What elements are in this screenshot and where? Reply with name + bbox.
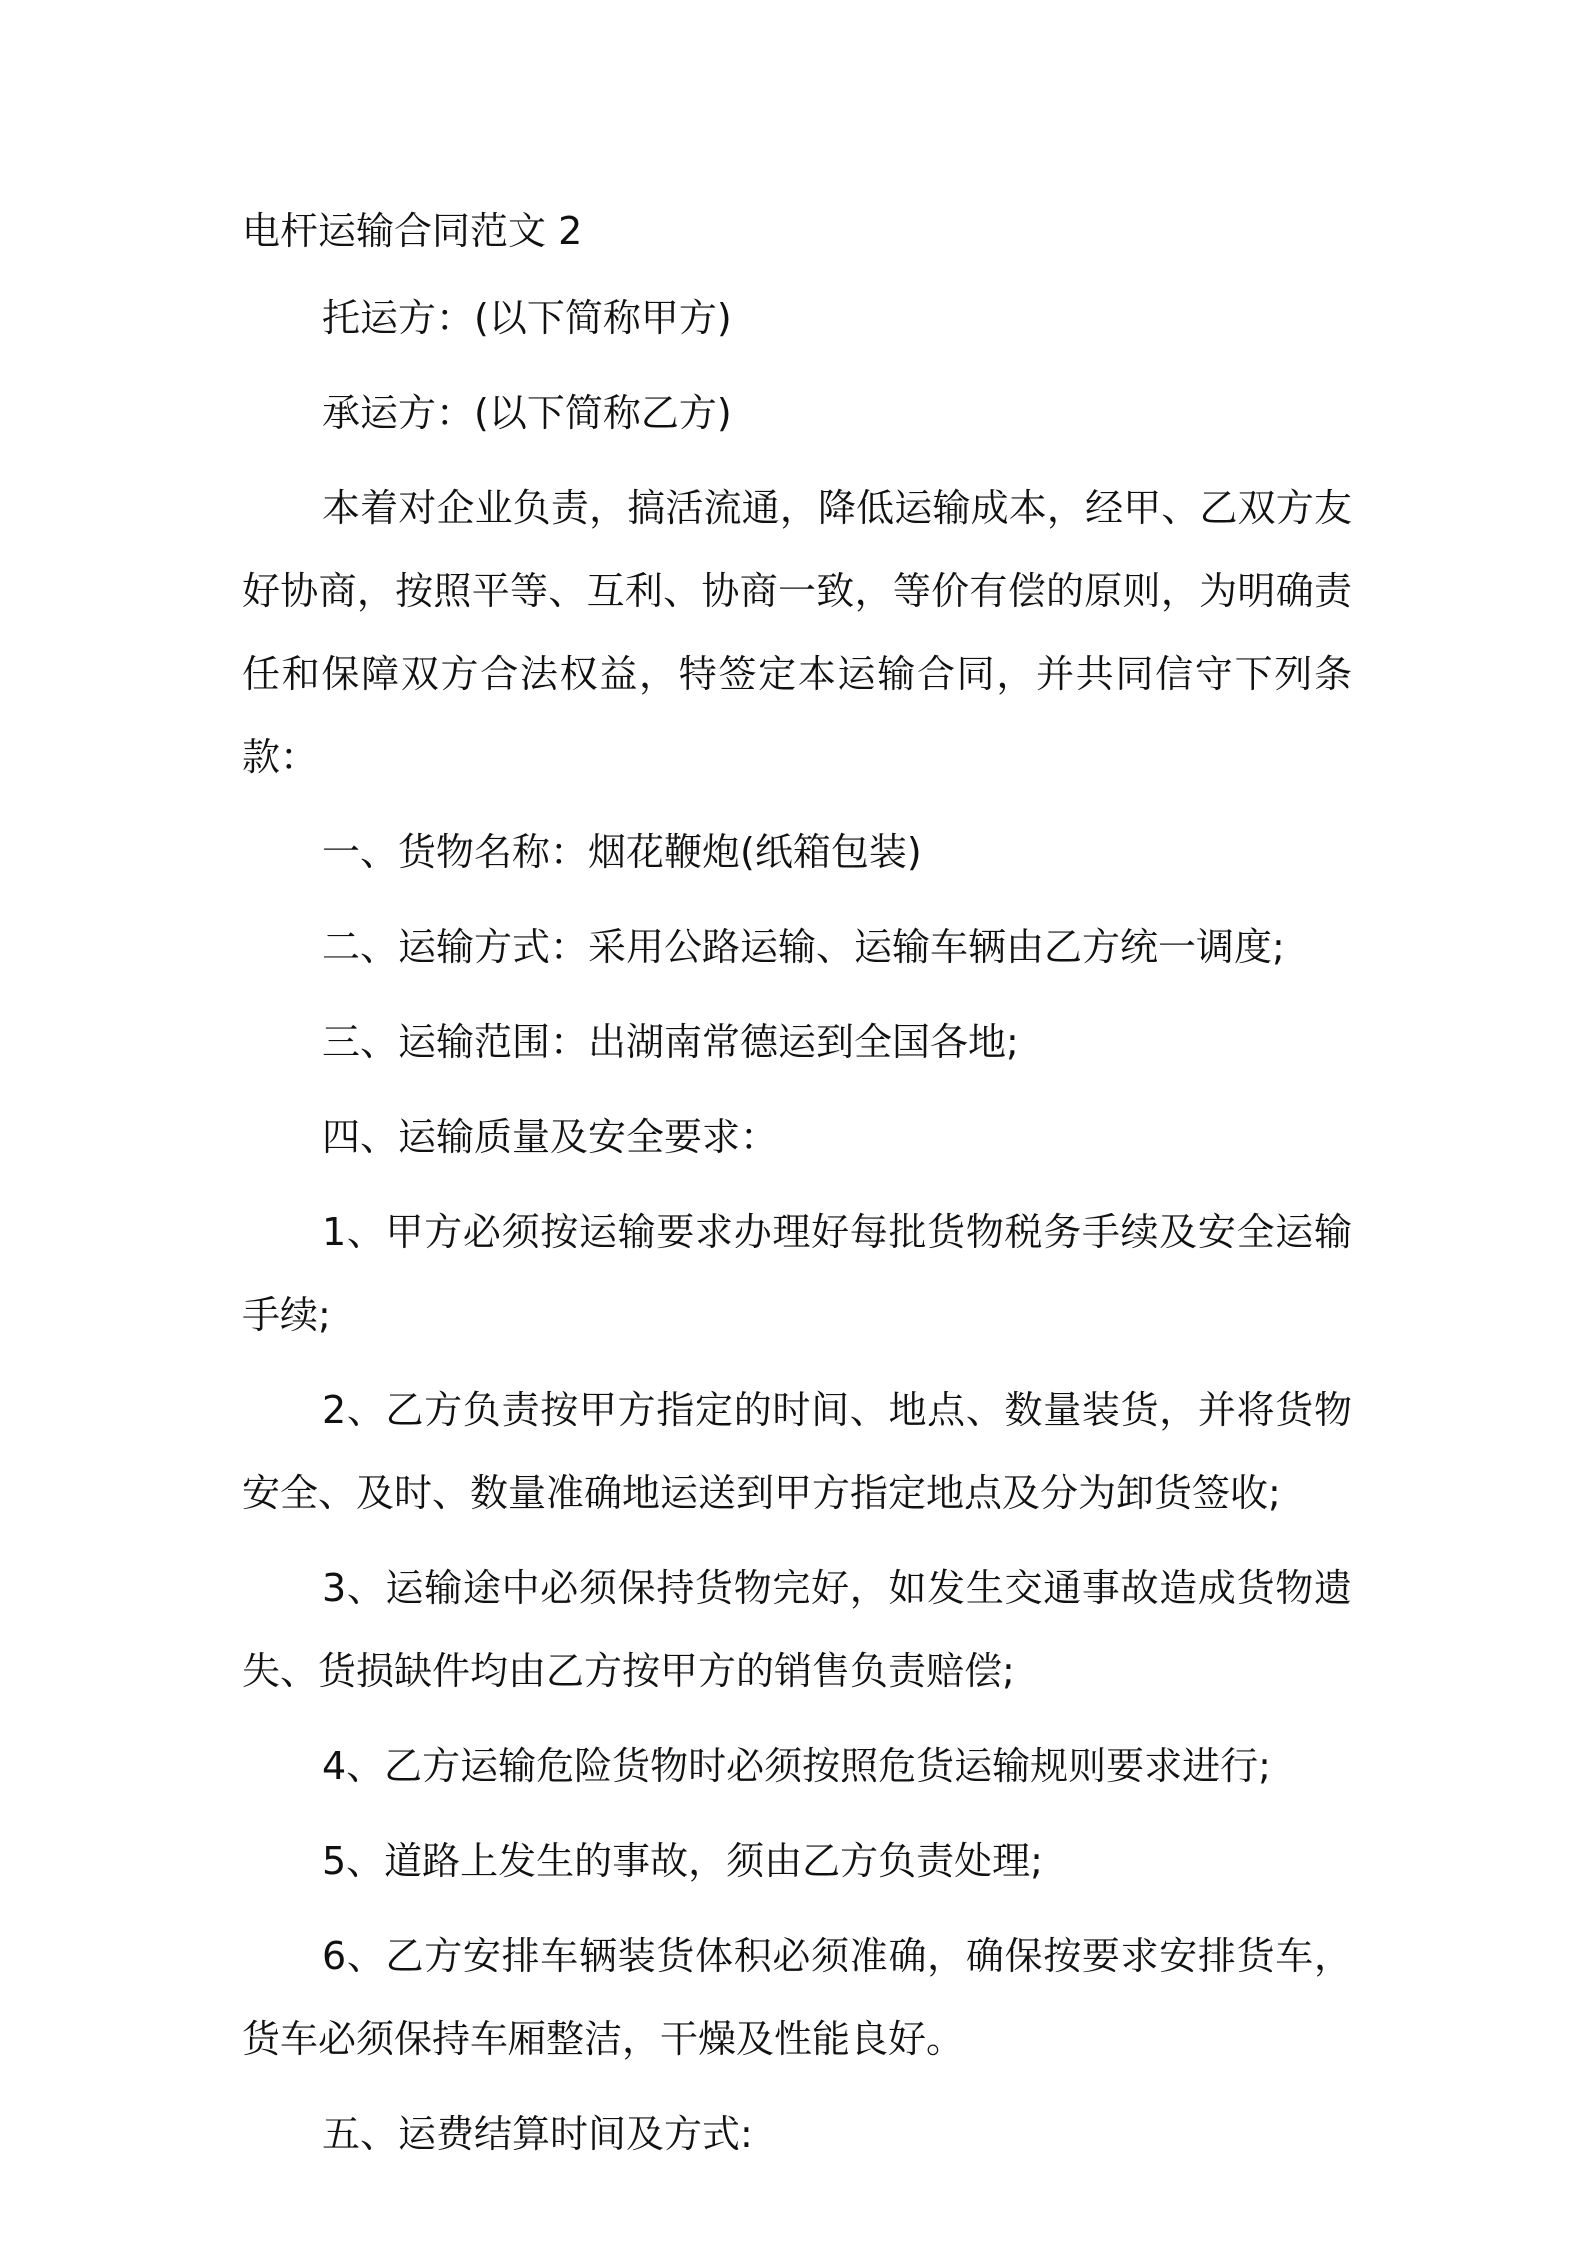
document-title: 电杆运输合同范文 2 xyxy=(242,209,583,253)
clause-quality-safety-heading: 四、运输质量及安全要求： xyxy=(322,1115,779,1159)
clause-freight-settlement-heading: 五、运费结算时间及方式: xyxy=(322,2112,753,2156)
clause-item-2: 2、乙方负责按甲方指定的时间、地点、数量装货，并将货物安全、及时、数量准确地运送到甲方指定地点及分为卸货签收; xyxy=(242,1388,1352,1515)
paragraph-consignor: 托运方：(以下简称甲方) xyxy=(322,296,732,340)
document-body xyxy=(242,195,1352,2176)
clause-transport-scope: 三、运输范围：出湖南常德运到全国各地; xyxy=(322,1020,1019,1064)
paragraph-preamble: 本着对企业负责，搞活流通，降低运输成本，经甲、乙双方友好协商，按照平等、互利、协商一致，等价有偿的原则，为明确责任和保障双方合法权益，特签定本运输合同，并共同信守下列条款： xyxy=(242,486,1352,779)
clause-item-5: 5、道路上发生的事故，须由乙方负责处理; xyxy=(322,1839,1043,1883)
clause-item-6: 6、乙方安排车辆装货体积必须准确，确保按要求安排货车，货车必须保持车厢整洁，干燥及性能良好。 xyxy=(242,1934,1352,2061)
clause-item-3: 3、运输途中必须保持货物完好，如发生交通事故造成货物遗失、货损缺件均由乙方按甲方的销售负责赔偿; xyxy=(242,1566,1352,1693)
clause-goods-name: 一、货物名称：烟花鞭炮(纸箱包装) xyxy=(322,830,922,874)
clause-item-4: 4、乙方运输危险货物时必须按照危货运输规则要求进行; xyxy=(322,1744,1271,1788)
clause-transport-mode: 二、运输方式：采用公路运输、运输车辆由乙方统一调度; xyxy=(322,925,1285,969)
clause-item-1: 1、甲方必须按运输要求办理好每批货物税务手续及安全运输手续; xyxy=(242,1210,1352,1337)
paragraph-carrier: 承运方：(以下简称乙方) xyxy=(322,391,732,435)
